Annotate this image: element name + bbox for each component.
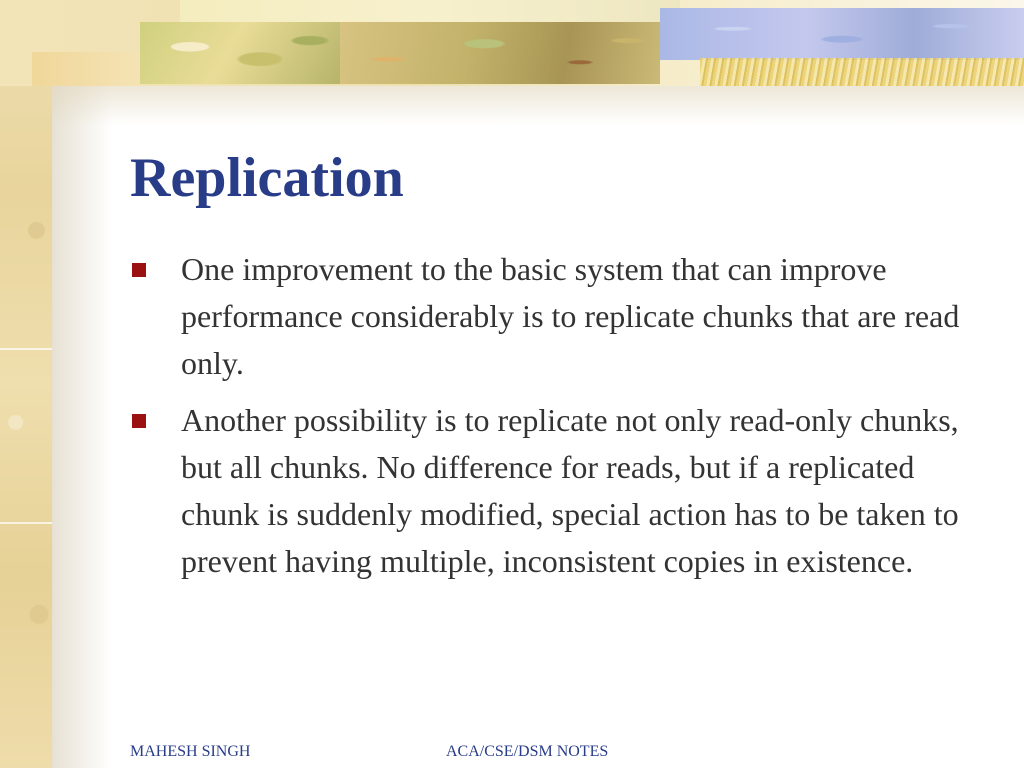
banner-blue-leaves-image (660, 8, 1024, 60)
banner-leaf-image (140, 22, 340, 84)
bullet-text: One improvement to the basic system that can improve performance considerably is to replicate chunks that are read only. (181, 251, 960, 381)
bullet-item (130, 246, 990, 387)
bullet-list (130, 246, 990, 595)
banner-beige-tile (32, 52, 142, 86)
left-parchment-strip (0, 0, 52, 768)
banner-sky-tile (180, 0, 680, 22)
slide-title: Replication (130, 147, 404, 209)
banner-shadow (52, 86, 1024, 126)
bullet-item (130, 397, 990, 585)
square-bullet-icon (132, 263, 146, 277)
footer-author: MAHESH SINGH (130, 743, 251, 760)
banner-grass-image (700, 58, 1024, 86)
square-bullet-icon (132, 414, 146, 428)
banner-foliage-image (340, 22, 660, 84)
strip-seam (0, 522, 52, 524)
top-decorative-banner (0, 0, 1024, 86)
bullet-text: Another possibility is to replicate not only read-only chunks, but all chunks. No difference for reads, but if a replicated chunk is suddenly modified, special action has to be taken to prevent having multiple, inconsistent copies in existence. (181, 402, 959, 579)
strip-seam (0, 348, 52, 350)
footer-course: ACA/CSE/DSM NOTES (446, 743, 609, 760)
